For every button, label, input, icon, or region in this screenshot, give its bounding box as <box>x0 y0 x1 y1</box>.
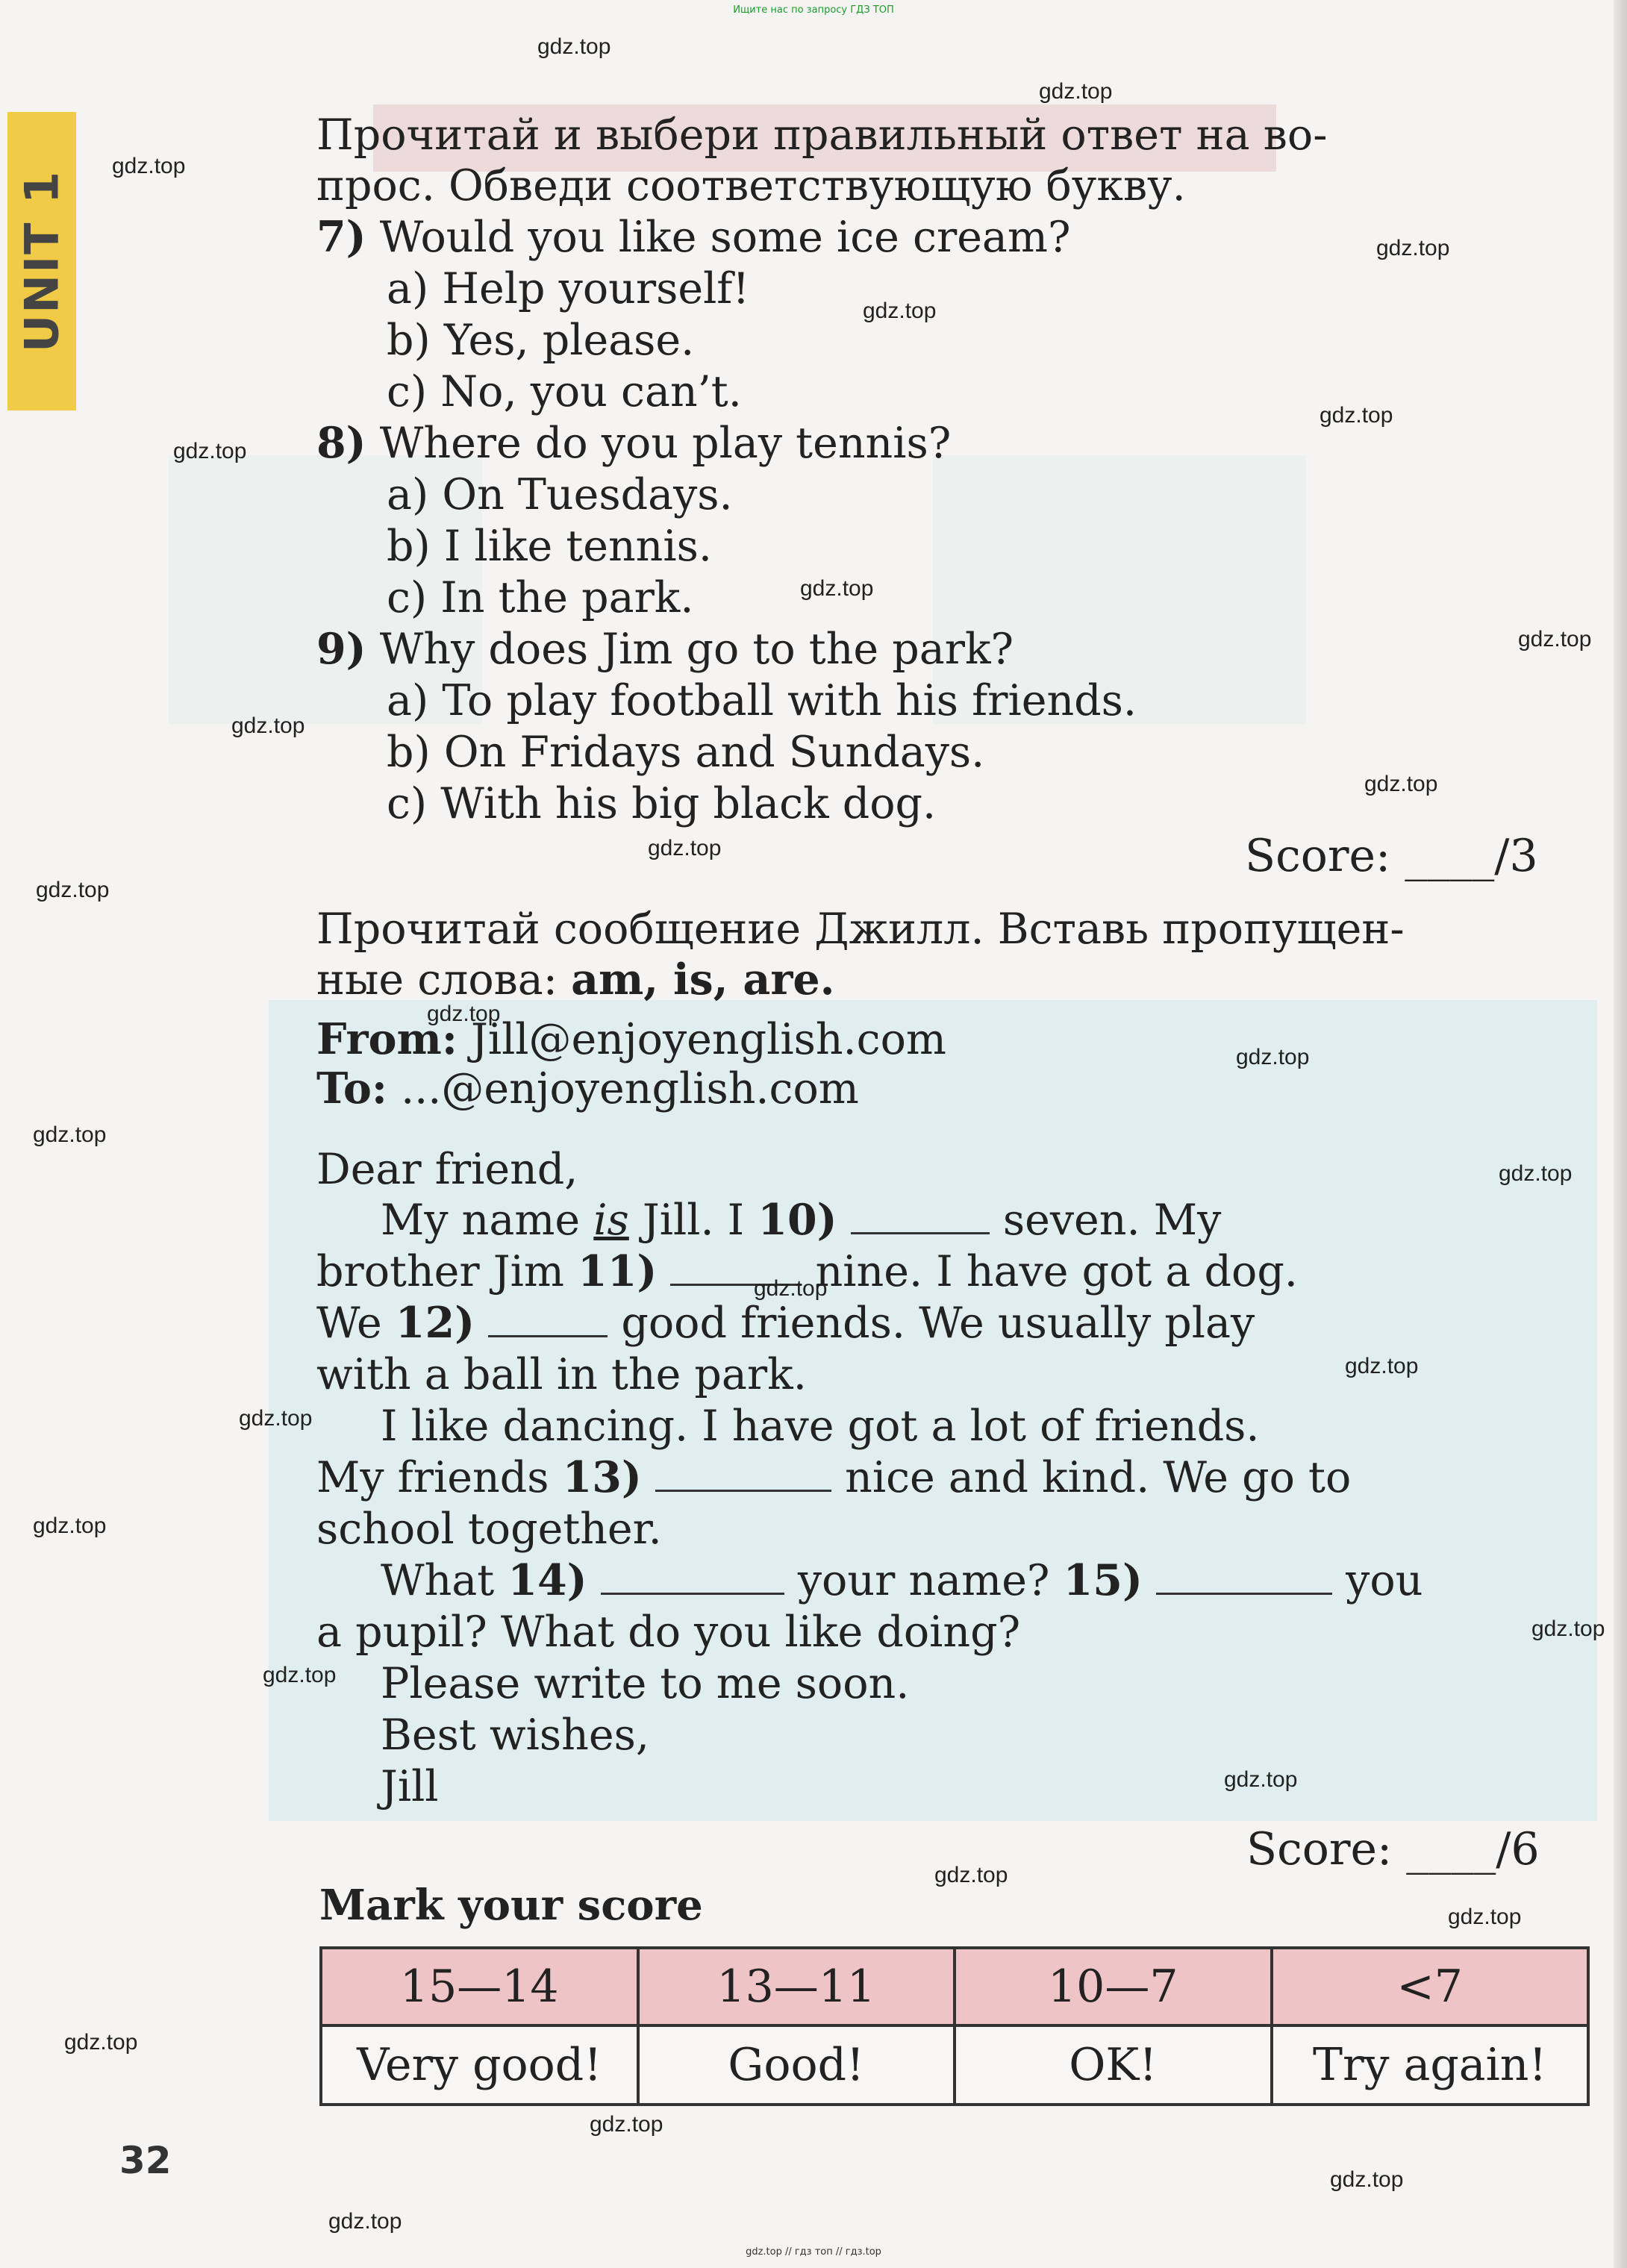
score-range-cell: 13—11 <box>638 1948 955 2025</box>
unit-tab-label: UNIT 1 <box>14 169 69 353</box>
watermark: gdz.top <box>36 878 110 902</box>
task-a-instruction-line-1: Прочитай и выбери правильный ответ на во- <box>316 110 1328 160</box>
score-label-cell: Good! <box>638 2025 955 2105</box>
bottom-note: gdz.top // гдз топ // гдз.top <box>746 2246 881 2258</box>
question-8: 8) Where do you play tennis? <box>316 418 952 468</box>
score-label-cell: Very good! <box>321 2025 638 2105</box>
email-line-10: Please write to me soon. <box>381 1659 910 1708</box>
q7-option-c[interactable]: c) No, you can’t. <box>387 367 742 416</box>
question-9: 9) Why does Jim go to the park? <box>316 624 1014 674</box>
watermark: gdz.top <box>33 1122 107 1147</box>
score-label-row <box>321 2025 1588 2105</box>
watermark: gdz.top <box>1531 1616 1605 1641</box>
watermark: gdz.top <box>328 2209 402 2234</box>
watermark: gdz.top <box>1376 236 1450 260</box>
q8-option-c[interactable]: c) In the park. <box>387 573 694 622</box>
task-a-score: Score: ____/3 <box>1245 830 1538 882</box>
watermark: gdz.top <box>239 1406 313 1431</box>
gap-12-input[interactable] <box>488 1301 608 1337</box>
email-to: To: ...@enjoyenglish.com <box>316 1063 859 1113</box>
page-edge <box>1614 0 1627 2268</box>
score-range-cell: 10—7 <box>955 1948 1272 2025</box>
watermark: gdz.top <box>537 34 611 59</box>
watermark: gdz.top <box>1330 2167 1404 2192</box>
email-line-7: school together. <box>316 1505 662 1554</box>
unit-tab <box>7 112 76 410</box>
watermark: gdz.top <box>1039 79 1113 104</box>
email-line-1: My name is Jill. I 10) seven. My <box>381 1195 1222 1245</box>
watermark: gdz.top <box>112 154 186 178</box>
email-from: From: Jill@enjoyenglish.com <box>316 1014 946 1064</box>
gap-15-input[interactable] <box>1156 1558 1332 1595</box>
task-b-score: Score: ____/6 <box>1246 1823 1540 1875</box>
q8-option-b[interactable]: b) I like tennis. <box>387 522 712 571</box>
watermark: gdz.top <box>64 2030 138 2055</box>
email-line-12: Jill <box>381 1762 439 1811</box>
task-b-instruction-line-1: Прочитай сообщение Джилл. Вставь пропущен- <box>316 905 1405 954</box>
watermark: gdz.top <box>427 1002 501 1026</box>
watermark: gdz.top <box>800 576 874 601</box>
watermark: gdz.top <box>1448 1905 1522 1929</box>
watermark: gdz.top <box>231 713 305 738</box>
watermark: gdz.top <box>1236 1045 1310 1069</box>
watermark: gdz.top <box>263 1663 337 1687</box>
gap-14-input[interactable] <box>601 1558 784 1595</box>
email-line-5: I like dancing. I have got a lot of friends. <box>381 1402 1260 1451</box>
email-line-3: We 12) good friends. We usually play <box>316 1298 1255 1348</box>
q9-option-c[interactable]: c) With his big black dog. <box>387 779 937 828</box>
page-number: 32 <box>119 2139 172 2182</box>
watermark: gdz.top <box>863 299 937 323</box>
watermark: gdz.top <box>1320 403 1393 428</box>
question-7: 7) Would you like some ice cream? <box>316 212 1071 262</box>
watermark: gdz.top <box>1518 627 1592 652</box>
watermark: gdz.top <box>590 2112 663 2137</box>
task-b-instruction-line-2: ные слова: am, is, are. <box>316 955 835 1005</box>
gap-13-input[interactable] <box>655 1455 831 1492</box>
email-line-8: What 14) your name? 15) you <box>381 1555 1423 1605</box>
watermark: gdz.top <box>754 1276 828 1301</box>
email-line-9: a pupil? What do you like doing? <box>316 1608 1021 1657</box>
score-label-cell: OK! <box>955 2025 1272 2105</box>
score-range-cell: <7 <box>1272 1948 1589 2025</box>
watermark: gdz.top <box>1224 1767 1298 1792</box>
gap-10-input[interactable] <box>851 1198 990 1234</box>
task-a-instruction-line-2: прос. Обведи соответствующую букву. <box>316 161 1186 210</box>
email-line-4: with a ball in the park. <box>316 1350 807 1399</box>
q9-option-b[interactable]: b) On Fridays and Sundays. <box>387 728 985 777</box>
watermark: gdz.top <box>1499 1161 1573 1186</box>
watermark: gdz.top <box>648 836 722 860</box>
email-greeting: Dear friend, <box>316 1145 578 1194</box>
watermark: gdz.top <box>1364 772 1438 796</box>
q9-option-a[interactable]: a) To play football with his friends. <box>387 676 1137 725</box>
score-table <box>319 1946 1590 2106</box>
watermark: gdz.top <box>173 439 247 463</box>
email-line-2: brother Jim 11) nine. I have got a dog. <box>316 1246 1298 1296</box>
score-range-row <box>321 1948 1588 2025</box>
watermark: gdz.top <box>934 1863 1008 1887</box>
watermark: gdz.top <box>33 1513 107 1538</box>
q8-option-a[interactable]: a) On Tuesdays. <box>387 470 733 519</box>
score-range-cell: 15—14 <box>321 1948 638 2025</box>
mark-score-title: Mark your score <box>319 1881 703 1930</box>
q7-option-a[interactable]: a) Help yourself! <box>387 264 750 313</box>
score-label-cell: Try again! <box>1272 2025 1589 2105</box>
email-line-6: My friends 13) nice and kind. We go to <box>316 1452 1352 1502</box>
watermark: gdz.top <box>1345 1354 1419 1378</box>
top-note: Ищите нас по запросу ГДЗ ТОП <box>733 4 894 16</box>
q7-option-b[interactable]: b) Yes, please. <box>387 316 695 365</box>
email-line-11: Best wishes, <box>381 1711 649 1760</box>
